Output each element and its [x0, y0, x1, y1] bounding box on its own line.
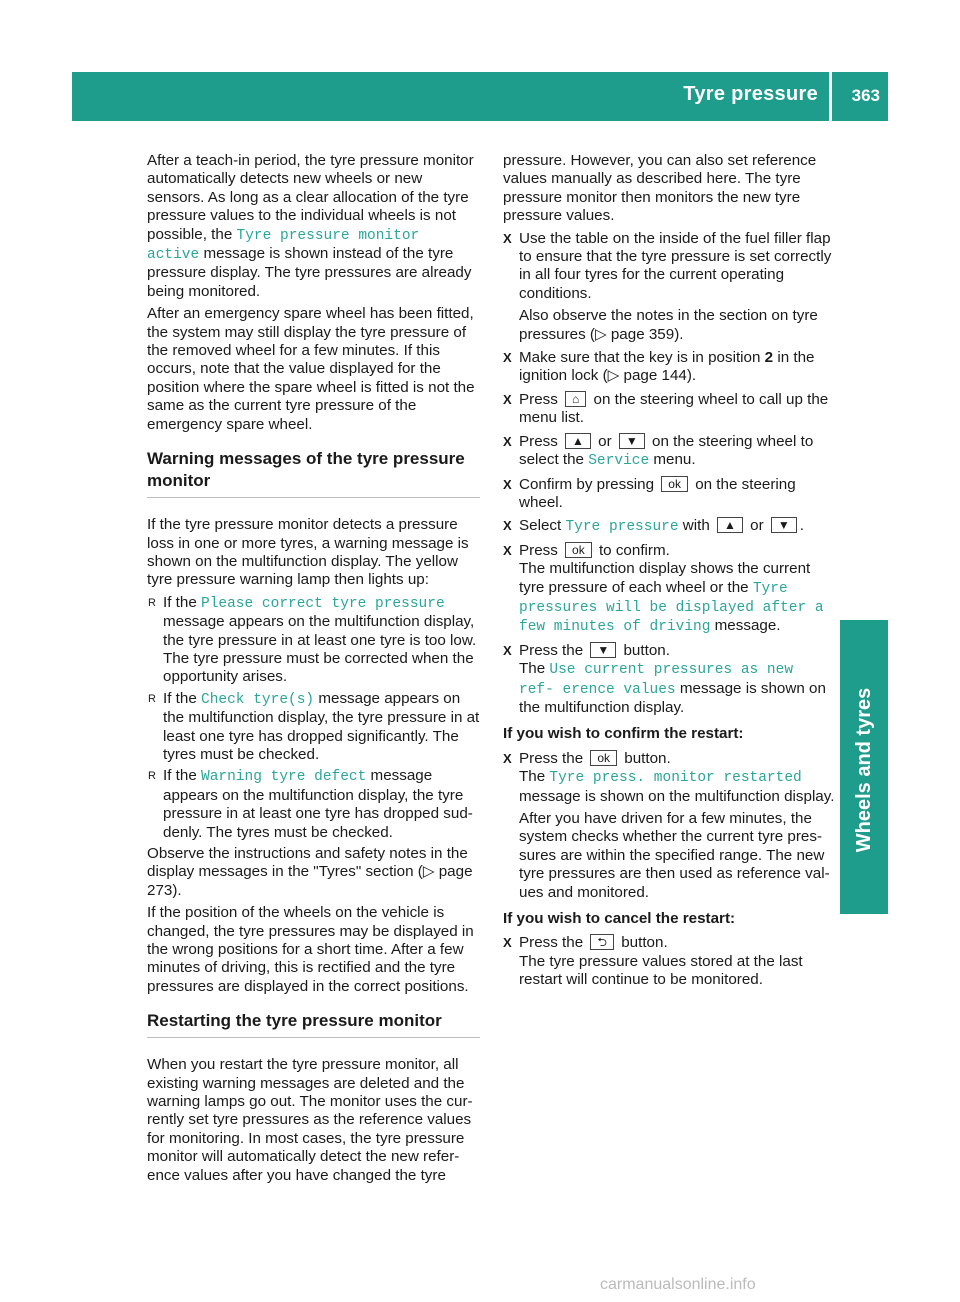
- step: X Press ⌂ on the steering wheel to call up the menu list.: [503, 390, 829, 427]
- arrow-down-icon: ▼: [771, 517, 797, 533]
- paragraph: If the position of the wheels on the vehicle is changed, the tyre pressures may be displayed in the wrong positions for a short time. After a few minutes of driving, this is rectified and the tyre pressures are displayed in the correct positions.: [147, 904, 474, 995]
- paragraph: After an emergency spare wheel has been fitted, the system may still display the tyre pressure of the removed wheel for a few minutes. If this occurs, note that the value displayed for the position where the spare wheel is fitted is not the same as the current tyre pressure of the emergency spare wheel.: [147, 305, 475, 433]
- paragraph: After a teach-in period, the tyre pressure monitor automatically detects new wheels or new sensors. As long as a clear allocation of the tyre pressure values to the individual wheels is not possible, the Tyre pressure monitor active message is shown instead of the tyre pressure display. The tyre pressures are already being monitored.: [147, 152, 474, 300]
- step: X Select Tyre pressure with ▲ or ▼ .: [503, 517, 804, 536]
- watermark: carmanualsonline.info: [600, 1276, 756, 1293]
- arrow-up-icon: ▲: [565, 433, 591, 449]
- paragraph: When you restart the tyre pressure monitor, all existing warning messages are deleted and the warning lamps go out. The monitor uses the currently set tyre pressures as the reference values for monitoring. In most cases, the tyre pressure monitor will automatically detect the new reference values after you have changed the tyre: [147, 1056, 473, 1184]
- arrow-up-icon: ▲: [717, 517, 743, 533]
- step: X Press ▲ or ▼ on the steering wheel to select the Service menu.: [503, 432, 814, 470]
- step: X Press the ▼ button. The Use current pressures as new ref‐ erence values message is shown on the multifunction display.: [503, 641, 826, 716]
- right-column: [503, 152, 835, 995]
- list-item: R If the Check tyre(s) message appears on the multifunction display, the tyre pressure in at least one tyre has dropped significantly. The tyres must be checked.: [148, 689, 480, 763]
- step-note: Also observe the notes in the section on tyre pressures (▷ page 359).: [519, 307, 818, 343]
- ok-icon: ok: [590, 750, 617, 766]
- step: X Confirm by pressing ok on the steering wheel.: [503, 475, 796, 511]
- ok-icon: ok: [661, 476, 688, 492]
- sub-heading-confirm: If you wish to confirm the restart:: [503, 725, 744, 743]
- paragraph: Observe the instructions and safety notes in the display messages in the "Tyres" section (▷ page 273).: [147, 845, 473, 899]
- list-item: R If the Please correct tyre pressure message appears on the multifunction display, the tyre pressure in at least one tyre is too low. The tyre pressure must be corrected when the opportunity arises.: [148, 593, 477, 686]
- step: X Press the ⮌ button. The tyre pressure values stored at the last restart will continue to be monitored.: [503, 934, 803, 989]
- left-column: [147, 152, 480, 1189]
- chapter-tab-label: Wheels and tyres: [852, 687, 875, 853]
- page-header: [72, 72, 888, 121]
- list-item: R If the Warning tyre defect message appears on the multifunction display, the tyre pressure in at least one tyre has dropped suddenly. The tyres must be checked.: [148, 767, 473, 841]
- page-number: 363: [851, 86, 880, 105]
- step: X Use the table on the inside of the fuel filler flap to ensure that the tyre pressure is set correctly in all four tyres for the current operating conditions. Also observe the notes in the section on tyre pressures (▷ page 359).: [503, 230, 835, 344]
- paragraph: If the tyre pressure monitor detects a pressure loss in one or more tyres, a warning message is shown on the multifunction display. The yellow tyre pressure warning lamp then lights up:: [147, 516, 469, 589]
- heading-restarting: Restarting the tyre pressure monitor: [147, 1010, 480, 1038]
- step: X Press the ok button. The Tyre press. monitor restarted message is shown on the multifunction display. After you have driven for a few minutes, the system checks whether the current tyre pressures are within the specified range. The new tyre pressures are then used as reference values and monitored.: [503, 749, 835, 901]
- header-divider: [829, 72, 832, 121]
- step: X Make sure that the key is in position 2 in the ignition lock (▷ page 144).: [503, 349, 815, 385]
- step: X Press ok to confirm. The multifunction display shows the current tyre pressure of each wheel or the Tyre pressures will be displayed after a few minutes of driving message.: [503, 541, 824, 636]
- heading-warning-messages: Warning messages of the tyre pressure monitor: [147, 448, 480, 498]
- arrow-down-icon: ▼: [590, 642, 616, 658]
- step-note: After you have driven for a few minutes, the system checks whether the current tyre pressures are within the specified range. The new tyre pressures are then used as reference values and monitored.: [519, 810, 830, 901]
- paragraph: pressure. However, you can also set reference values manually as described here. The tyre pressure monitor then monitors the new tyre pressure values.: [503, 152, 817, 225]
- section-title: Tyre pressure: [683, 83, 818, 105]
- arrow-down-icon: ▼: [619, 433, 645, 449]
- sub-heading-cancel: If you wish to cancel the restart:: [503, 910, 736, 928]
- home-icon: ⌂: [565, 391, 586, 407]
- back-icon: ⮌: [590, 934, 614, 950]
- ok-icon: ok: [565, 542, 592, 558]
